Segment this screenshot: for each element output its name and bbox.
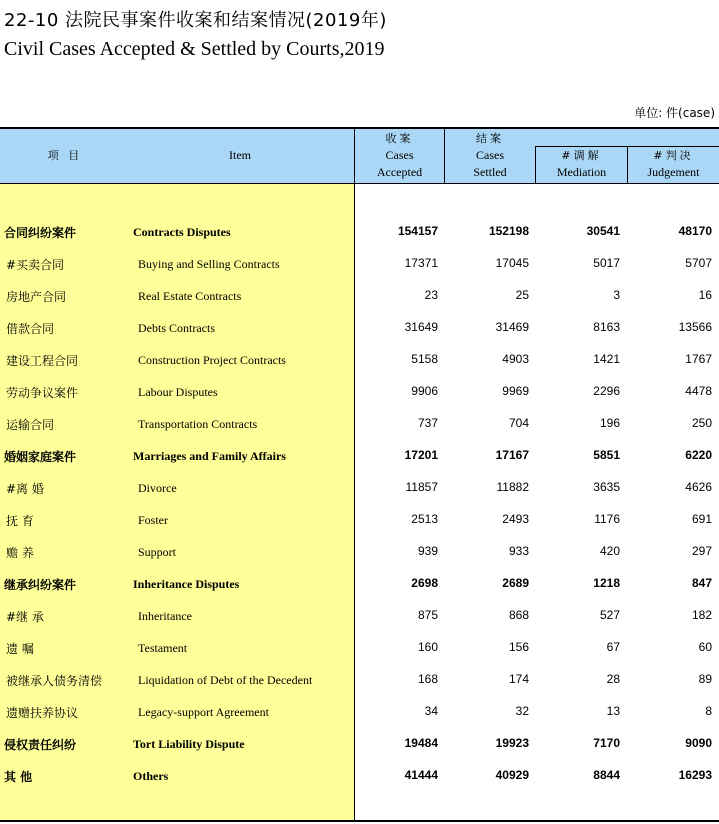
row-label-en: Testament (138, 641, 188, 655)
row-label-en: Transportation Contracts (138, 417, 258, 431)
table-row (0, 664, 719, 696)
row-label-zh: #买卖合同 (6, 258, 65, 272)
cell-mediation: 30541 (586, 224, 620, 238)
row-label-zh: 房地产合同 (6, 290, 67, 304)
table-bottom-rule (0, 820, 719, 822)
cell-accepted: 160 (417, 640, 438, 654)
table-row (0, 568, 719, 600)
row-label-en: Real Estate Contracts (138, 289, 242, 303)
cell-settled: 17045 (495, 256, 529, 270)
row-label-en: Inheritance (138, 609, 192, 623)
row-label-zh: 建设工程合同 (6, 354, 79, 368)
header-judgement: #判决 Judgement (647, 149, 700, 179)
cell-mediation: 67 (606, 640, 620, 654)
cell-judgement: 89 (698, 672, 712, 686)
cell-settled: 2689 (502, 576, 529, 590)
cell-mediation: 2296 (593, 384, 620, 398)
cell-settled: 25 (515, 288, 529, 302)
cell-judgement: 60 (698, 640, 712, 654)
cell-settled: 933 (508, 544, 529, 558)
cell-judgement: 16 (698, 288, 712, 302)
unit-label: 单位: 件(case) (634, 106, 715, 120)
cell-accepted: 17371 (404, 256, 438, 270)
cell-settled: 4903 (502, 352, 529, 366)
cell-settled: 40929 (495, 768, 529, 782)
cell-settled: 9969 (502, 384, 529, 398)
row-label-zh: 运输合同 (6, 418, 55, 432)
row-label-zh: #离 婚 (6, 482, 44, 496)
row-label-zh: 赡 养 (6, 546, 34, 560)
row-label-en: Liquidation of Debt of the Decedent (138, 673, 313, 687)
row-label-en: Inheritance Disputes (133, 577, 240, 591)
row-label-zh: 被继承人债务清偿 (6, 674, 103, 688)
table-row (0, 632, 719, 664)
table-row (0, 216, 719, 248)
page-title-zh: 22-10 法院民事案件收案和结案情况(2019年) (4, 10, 387, 31)
row-label-zh: 婚姻家庭案件 (4, 450, 77, 464)
row-label-zh: 侵权责任纠纷 (4, 738, 77, 752)
cell-mediation: 8844 (593, 768, 620, 782)
table-row (0, 760, 719, 792)
row-label-zh: 遗 嘱 (6, 642, 34, 656)
cell-accepted: 9906 (411, 384, 438, 398)
cell-judgement: 13566 (678, 320, 712, 334)
table-row (0, 248, 719, 280)
row-label-en: Labour Disputes (138, 385, 218, 399)
table-row (0, 312, 719, 344)
cell-accepted: 168 (417, 672, 438, 686)
row-label-zh: 合同纠纷案件 (4, 226, 77, 240)
cell-mediation: 527 (599, 608, 620, 622)
cell-mediation: 1421 (593, 352, 620, 366)
cell-settled: 32 (515, 704, 529, 718)
row-label-zh: 劳动争议案件 (6, 386, 79, 400)
header-settled: 结案 Cases Settled (473, 132, 507, 179)
table-row (0, 376, 719, 408)
cell-judgement: 5707 (685, 256, 712, 270)
cell-accepted: 23 (424, 288, 438, 302)
cell-accepted: 19484 (404, 736, 438, 750)
row-label-en: Divorce (138, 481, 177, 495)
cell-mediation: 420 (599, 544, 620, 558)
row-label-zh: 遗赠扶养协议 (6, 706, 79, 720)
cell-settled: 868 (508, 608, 529, 622)
cell-settled: 174 (508, 672, 529, 686)
header-accepted: 收案 Cases Accepted (376, 132, 423, 179)
header-item-en: Item (229, 148, 251, 162)
cell-settled: 31469 (495, 320, 529, 334)
cell-accepted: 737 (417, 416, 438, 430)
cell-settled: 11882 (496, 480, 529, 494)
row-label-zh: 借款合同 (6, 322, 55, 336)
cell-judgement: 6220 (685, 448, 712, 462)
table-row (0, 408, 719, 440)
cell-mediation: 8163 (593, 320, 620, 334)
cell-settled: 17167 (495, 448, 529, 462)
row-label-en: Construction Project Contracts (138, 353, 286, 367)
table-row (0, 344, 719, 376)
cell-accepted: 154157 (397, 224, 438, 238)
table-row (0, 600, 719, 632)
page-title-en: Civil Cases Accepted & Settled by Courts,2019 (4, 38, 385, 60)
cell-mediation: 7170 (593, 736, 620, 750)
table-row (0, 696, 719, 728)
cell-mediation: 13 (606, 704, 620, 718)
row-label-en: Marriages and Family Affairs (133, 449, 286, 463)
cell-mediation: 28 (606, 672, 620, 686)
row-label-en: Others (133, 769, 169, 783)
cell-accepted: 939 (417, 544, 438, 558)
cell-accepted: 875 (417, 608, 438, 622)
cell-settled: 156 (508, 640, 529, 654)
row-label-zh: 继承纠纷案件 (4, 578, 77, 592)
table-row (0, 728, 719, 760)
header-divider (0, 183, 719, 184)
cell-accepted: 11857 (405, 480, 438, 494)
cell-mediation: 1176 (594, 512, 620, 526)
cell-judgement: 1767 (685, 352, 712, 366)
cell-judgement: 182 (691, 608, 712, 622)
cell-mediation: 5017 (593, 256, 620, 270)
table-row (0, 472, 719, 504)
cell-judgement: 297 (691, 544, 712, 558)
row-label-en: Buying and Selling Contracts (138, 257, 280, 271)
cell-judgement: 250 (691, 416, 712, 430)
table-row (0, 504, 719, 536)
header-mediation: #调解 Mediation (556, 149, 607, 179)
cell-accepted: 2513 (411, 512, 438, 526)
row-label-en: Foster (138, 513, 168, 527)
cell-judgement: 4626 (685, 480, 712, 494)
table-row (0, 440, 719, 472)
cell-accepted: 34 (424, 704, 438, 718)
cell-judgement: 16293 (678, 768, 712, 782)
row-label-zh: 其 他 (4, 770, 33, 784)
table-row (0, 536, 719, 568)
table-row (0, 280, 719, 312)
header-item-zh: 项 目 (47, 149, 83, 162)
cell-judgement: 9090 (685, 736, 712, 750)
cell-judgement: 4478 (685, 384, 712, 398)
row-label-en: Tort Liability Dispute (133, 737, 245, 751)
cell-accepted: 41444 (404, 768, 438, 782)
cell-accepted: 31649 (404, 320, 438, 334)
cell-mediation: 3 (613, 288, 620, 302)
row-label-en: Contracts Disputes (133, 225, 231, 239)
row-label-en: Debts Contracts (138, 321, 215, 335)
cell-judgement: 8 (705, 704, 712, 718)
cell-judgement: 48170 (678, 224, 712, 238)
row-label-zh: 抚 育 (6, 514, 34, 528)
cell-mediation: 5851 (593, 448, 620, 462)
cell-settled: 2493 (502, 512, 529, 526)
row-label-en: Support (138, 545, 177, 559)
cell-accepted: 2698 (411, 576, 438, 590)
cell-mediation: 196 (599, 416, 620, 430)
cell-judgement: 691 (691, 512, 712, 526)
cell-settled: 152198 (488, 224, 529, 238)
cell-mediation: 3635 (593, 480, 620, 494)
cell-settled: 704 (508, 416, 529, 430)
cell-judgement: 847 (691, 576, 712, 590)
cell-mediation: 1218 (593, 576, 620, 590)
row-label-zh: #继 承 (6, 610, 44, 624)
row-label-en: Legacy-support Agreement (138, 705, 269, 719)
cell-accepted: 5158 (411, 352, 438, 366)
cell-settled: 19923 (495, 736, 529, 750)
cell-accepted: 17201 (404, 448, 438, 462)
